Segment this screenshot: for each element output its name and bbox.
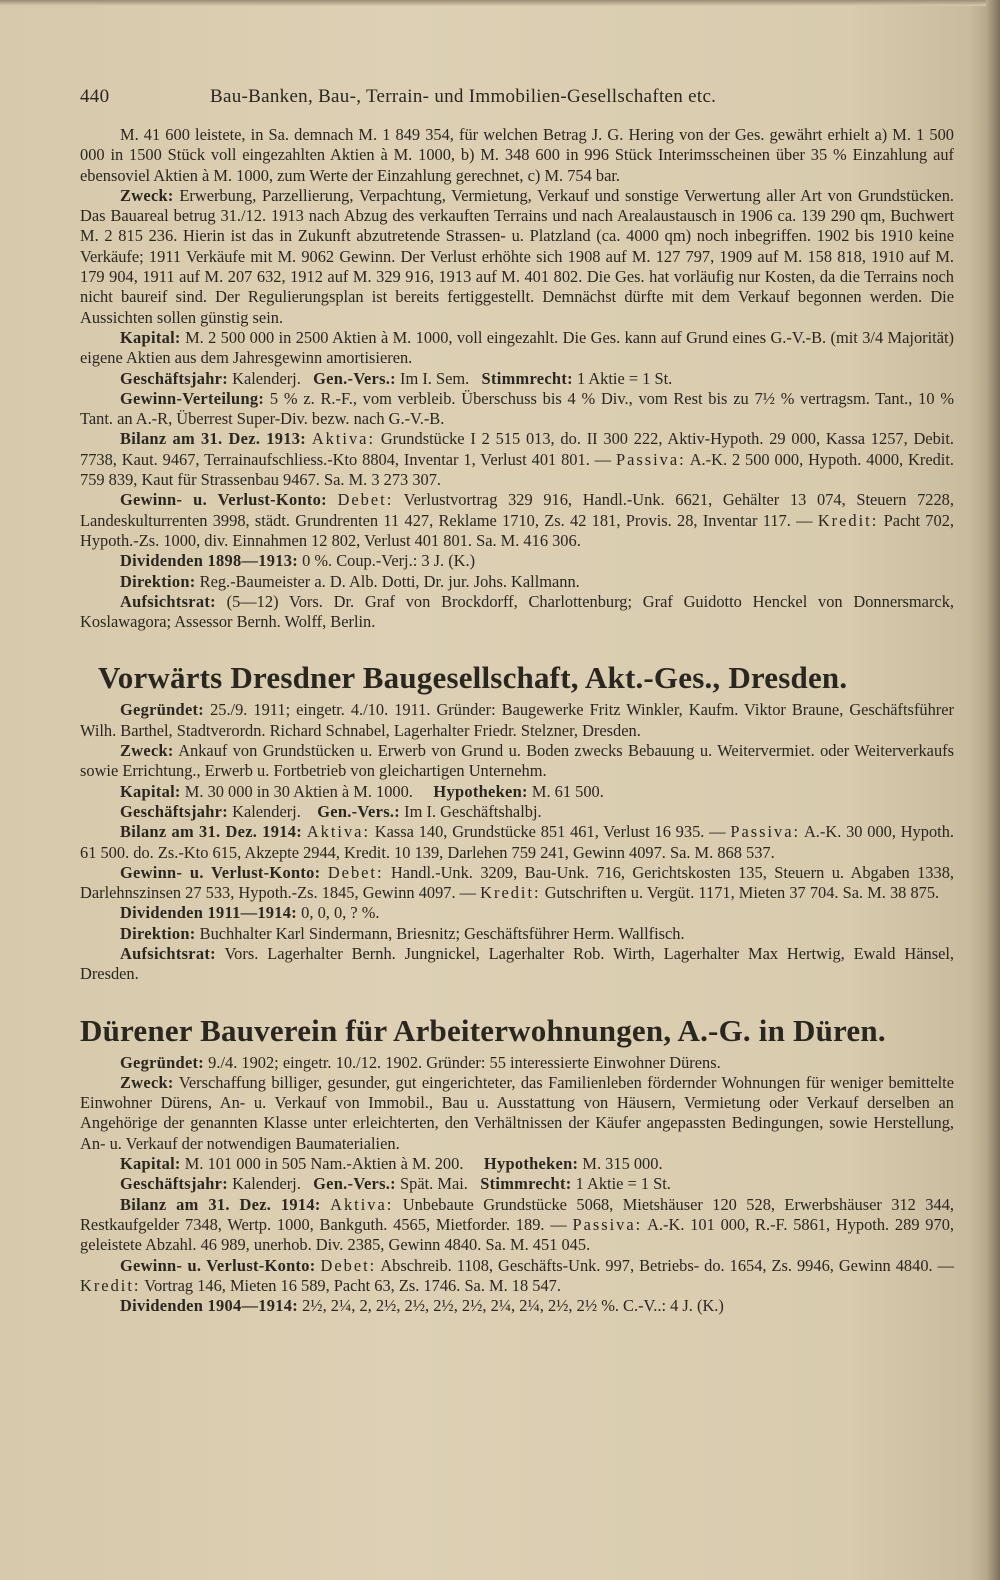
c2-hypotheken-label: Hypotheken:	[433, 781, 528, 801]
c3-dividenden-text: 2½, 2¼, 2, 2½, 2½, 2½, 2½, 2¼, 2¼, 2½, 2½ %. C.-V..: 4 J. (K.)	[302, 1296, 724, 1316]
geschaeftsjahr-text: Kalenderj.	[232, 368, 301, 388]
c2-gegruendet-label: Gegründet:	[120, 700, 205, 720]
paragraph-bilanz	[80, 429, 954, 490]
c2-bilanz-label: Bilanz am 31. Dez. 1914:	[120, 822, 303, 842]
paragraph-intro	[80, 125, 954, 186]
c2-dividenden-label: Dividenden 1911—1914:	[120, 903, 298, 923]
c2-zweck-label: Zweck:	[120, 741, 174, 761]
c3-gegruendet-text: 9./4. 1902; eingetr. 10./12. 1902. Gründer: 55 interessierte Einwohner Dürens.	[208, 1052, 721, 1072]
c3-passiva-text: A.-K. 101 000, R.-F. 5861, Hypoth. 289 970, geleistete Abzahl. 46 989, unerhob. Div. 2385, Gewinn 4840. Sa. M. 451 045.	[80, 1214, 954, 1255]
page-number: 440	[80, 86, 110, 107]
aufsichtsrat-text: (5—12) Vors. Dr. Graf von Brockdorff, Charlottenburg; Graf Guidotto Henckel von Donnersmarck, Koslawagora; Assessor Bernh. Wolff, Berlin.	[80, 591, 954, 632]
c2-aktiva-label: Aktiva:	[306, 822, 370, 842]
c3-debet-label: Debet:	[320, 1255, 377, 1275]
c2-paragraph-kapital	[80, 782, 954, 802]
c2-geschaeftsjahr-label: Geschäftsjahr:	[120, 801, 228, 821]
c2-guv-label: Gewinn- u. Verlust-Konto:	[120, 862, 321, 882]
c2-aufsichtsrat-text: Vors. Lagerhalter Bernh. Jungnickel, Lagerhalter Rob. Wirth, Lagerhalter Max Hertwig, Ewald Hänsel, Dresden.	[80, 943, 954, 984]
paragraph-gewinn-verteilung	[80, 389, 954, 430]
geschaeftsjahr-label: Geschäftsjahr:	[120, 368, 228, 388]
intro-text: M. 41 600 leistete, in Sa. demnach M. 1 849 354, für welchen Betrag J. G. Hering von der Ges. gewährt erhielt a) M. 1 500 000 in 1500 Stück voll eingezahlten Aktien à M. 1000, b) M. 348 600 in 996 Stück Interimsscheinen über 35 % Einzahlung auf ebensoviel Aktien à M. 1000, zum Werte der Einzahlung gerechnet, c) M. 754 bar.	[80, 125, 954, 185]
aufsichtsrat-label: Aufsichtsrat:	[120, 591, 216, 611]
c2-zweck-text: Ankauf von Grundstücken u. Erwerb von Grund u. Boden zwecks Bebauung u. Weitervermiet. oder Weiterverkaufs sowie Errichtung., Erwerb u. Fortbetrieb von gleichartigen Unternehm.	[80, 741, 954, 781]
page-content	[80, 125, 954, 1316]
c2-paragraph-geschaeftsjahr	[80, 802, 954, 822]
c3-geschaeftsjahr-label: Geschäftsjahr:	[120, 1174, 228, 1194]
paragraph-dividenden	[80, 551, 954, 571]
c3-paragraph-zweck	[80, 1073, 954, 1154]
paragraph-zweck	[80, 186, 954, 328]
c2-kapital-label: Kapital:	[120, 781, 181, 801]
c2-direktion-label: Direktion:	[120, 923, 196, 943]
gen-vers-text: Im I. Sem.	[400, 368, 470, 388]
gen-vers-label: Gen.-Vers.:	[313, 368, 396, 388]
c3-bilanz-label: Bilanz am 31. Dez. 1914:	[120, 1194, 321, 1214]
c3-gegruendet-label: Gegründet:	[120, 1052, 205, 1072]
c3-kredit-label: Kredit:	[80, 1275, 141, 1295]
c2-paragraph-gegruendet	[80, 700, 954, 741]
c3-debet-text: Abschreib. 1108, Geschäfts-Unk. 997, Betriebs- do. 1654, Zs. 9946, Gewinn 4840. —	[380, 1255, 954, 1275]
c2-paragraph-dividenden	[80, 903, 954, 923]
c2-paragraph-aufsichtsrat	[80, 944, 954, 985]
c2-aktiva-text: Kassa 140, Grundstücke 851 461, Verlust 16 935. —	[374, 822, 726, 842]
c3-zweck-text: Verschaffung billiger, gesunder, gut eingerichteter, das Familienleben fördernder Wohnungen für weniger bemittelte Einwohner Dürens, An- u. Verkauf von Immobil., Bau u. Ausstattung von Häusern, Vermietung oder Verkauf derselben an Angehörige der genannten Klasse unter erleichterten, den Verhältnissen der Käufer angepassten Bedingungen, sowie Herstellung, An- u. Verkauf der notwendigen Baumaterialien.	[80, 1072, 954, 1153]
c3-paragraph-guv	[80, 1256, 954, 1297]
zweck-label: Zweck:	[120, 185, 174, 205]
direktion-label: Direktion:	[120, 571, 196, 591]
page-binding-edge	[986, 0, 1000, 1580]
c3-zweck-label: Zweck:	[120, 1072, 174, 1092]
c3-kredit-text: Vortrag 146, Mieten 16 589, Pacht 63, Zs. 1746. Sa. M. 18 547.	[144, 1275, 561, 1295]
c3-guv-label: Gewinn- u. Verlust-Konto:	[120, 1255, 316, 1275]
c2-passiva-text: A.-K. 30 000, Hypoth. 61 500. do. Zs.-Kto 615, Akzepte 2944, Kredit. 10 139, Darlehen 759 241, Gewinn 4097. Sa. M. 868 537.	[80, 822, 954, 862]
bilanz-label: Bilanz am 31. Dez. 1913:	[120, 429, 307, 449]
c3-stimmrecht-label: Stimmrecht:	[480, 1174, 572, 1194]
kredit-label: Kredit:	[817, 510, 879, 530]
gewinn-verteilung-label: Gewinn-Verteilung:	[120, 388, 265, 408]
paragraph-guv	[80, 490, 954, 551]
c2-gegruendet-text: 25./9. 1911; eingetr. 4./10. 1911. Gründer: Baugewerke Fritz Winkler, Kaufm. Viktor Braune, Geschäftsführer Wilh. Barthel, Stadtverordn. Richard Schnabel, Lagerhalter Friedr. Stelzner, Dresden.	[80, 700, 954, 740]
debet-label: Debet:	[337, 490, 394, 510]
c2-dividenden-text: 0, 0, 0, ? %.	[301, 903, 380, 923]
aktiva-text: Grundstücke I 2 515 013, do. II 300 222, Aktiv-Hypoth. 29 000, Kassa 1257, Debit. 7738, Kaut. 9467, Terrainaufschliess.-Kto 8804, Inventar 1, Verlust 401 801. —	[80, 429, 954, 469]
c2-paragraph-guv	[80, 863, 954, 904]
page-top-shadow	[0, 0, 1000, 6]
c2-aufsichtsrat-label: Aufsichtsrat:	[120, 943, 216, 963]
c2-paragraph-direktion	[80, 924, 954, 944]
running-title: Bau-Banken, Bau-, Terrain- und Immobilien-Gesellschaften etc.	[210, 86, 717, 107]
company-title-vorwaerts: Vorwärts Dresdner Baugesellschaft, Akt.-Ges., Dresden.	[98, 660, 848, 696]
c2-debet-label: Debet:	[327, 862, 384, 882]
c3-gen-vers-label: Gen.-Vers.:	[313, 1174, 396, 1194]
zweck-text: Erwerbung, Parzellierung, Verpachtung, Vermietung, Verkauf und sonstige Verwertung aller Art von Grundstücken. Das Bauareal betrug 31./12. 1913 nach Abzug des verkauften Terrains und nach Arealaustausch in 1906 ca. 139 290 qm, Buchwert M. 2 815 236. Hierin ist das in Zukunft abzutretende Strassen- u. Platzland (ca. 4000 qm) noch inbegriffen. 1902 bis 1910 keine Verkäufe; 1911 Verkäufe mit M. 9062 Gewinn. Der Verlust erhöhte sich 1908 auf M. 127 797, 1909 auf M. 158 818, 1910 auf M. 179 904, 1911 auf M. 207 632, 1912 auf M. 329 916, 1913 auf M. 401 802. Die Ges. hat vorläufig nur Kosten, da die Terrains noch nicht baureif sind. Der Regulierungsplan ist bereits fertiggestellt. Demnächst dürfte mit dem Verkauf begonnen werden. Die Aussichten sollen günstig sein.	[80, 185, 954, 327]
aktiva-label: Aktiva:	[311, 429, 376, 449]
kredit-text: Pacht 702, Hypoth.-Zs. 1000, div. Einnahmen 12 802, Verlust 401 801. Sa. M. 416 306.	[80, 510, 954, 550]
c3-paragraph-dividenden	[80, 1296, 954, 1316]
c2-gen-vers-text: Im I. Geschäftshalbj.	[404, 801, 542, 821]
c2-kapital-text: M. 30 000 in 30 Aktien à M. 1000.	[184, 781, 413, 801]
c2-debet-text: Handl.-Unk. 3209, Bau-Unk. 716, Gerichtskosten 135, Steuern u. Abgaben 1338, Darlehnszinsen 27 533, Hypoth.-Zs. 1845, Gewinn 4097. —	[80, 862, 954, 903]
c3-kapital-text: M. 101 000 in 505 Nam.-Aktien à M. 200.	[184, 1154, 464, 1174]
c3-kapital-label: Kapital:	[120, 1154, 181, 1174]
company-title-duerener: Dürener Bauverein für Arbeiterwohnungen, A.-G. in Düren.	[80, 1012, 886, 1048]
c2-paragraph-zweck	[80, 741, 954, 782]
c2-hypotheken-text: M. 61 500.	[531, 781, 604, 801]
kapital-text: M. 2 500 000 in 2500 Aktien à M. 1000, voll eingezahlt. Die Ges. kann auf Grund eines G.-V.-B. (mit 3/4 Majorität) eigene Aktien aus dem Jahresgewinn amortisieren.	[80, 327, 954, 368]
kapital-label: Kapital:	[120, 327, 181, 347]
c3-dividenden-label: Dividenden 1904—1914:	[120, 1296, 298, 1316]
guv-label: Gewinn- u. Verlust-Konto:	[120, 490, 327, 510]
c3-passiva-label: Passiva:	[572, 1214, 643, 1234]
c3-stimmrecht-text: 1 Aktie = 1 St.	[575, 1174, 671, 1194]
paragraph-kapital	[80, 328, 954, 369]
c2-passiva-label: Passiva:	[730, 822, 801, 842]
c3-hypotheken-label: Hypotheken:	[483, 1154, 579, 1174]
c3-hypotheken-text: M. 315 000.	[582, 1154, 663, 1174]
running-header	[80, 86, 960, 108]
c3-aktiva-text: Unbebaute Grundstücke 5068, Mietshäuser 120 528, Erwerbshäuser 312 344, Restkaufgelder 7348, Wertp. 1000, Bankguth. 4565, Mietforder. 189. —	[80, 1194, 954, 1234]
c3-paragraph-geschaeftsjahr	[80, 1174, 954, 1194]
debet-text: Verlustvortrag 329 916, Handl.-Unk. 6621, Gehälter 13 074, Steuern 7228, Landeskulturrenten 3998, städt. Grundrenten 11 427, Reklame 1710, Zs. 42 181, Provis. 28, Inventar 117. —	[80, 490, 954, 530]
dividenden-label: Dividenden 1898—1913:	[120, 551, 298, 571]
c2-kredit-text: Gutschriften u. Vergüt. 1171, Mieten 37 704. Sa. M. 38 875.	[544, 883, 940, 903]
c3-paragraph-kapital	[80, 1154, 954, 1174]
paragraph-direktion	[80, 572, 954, 592]
paragraph-aufsichtsrat	[80, 592, 954, 633]
stimmrecht-text: 1 Aktie = 1 St.	[576, 368, 673, 388]
paragraph-geschaeftsjahr	[80, 369, 954, 389]
c3-aktiva-label: Aktiva:	[330, 1194, 394, 1214]
gewinn-verteilung-text: 5 % z. R.-F., vom verbleib. Überschuss bis 4 % Div., vom Rest bis zu 7½ % vertragsm. Tant., 10 % Tant. an A.-R, Überrest Super-Div. bezw. nach G.-V.-B.	[80, 388, 954, 429]
c3-geschaeftsjahr-text: Kalenderj.	[232, 1174, 301, 1194]
c3-paragraph-gegruendet	[80, 1053, 954, 1073]
dividenden-text: 0 %. Coup.-Verj.: 3 J. (K.)	[302, 551, 476, 571]
passiva-label: Passiva:	[615, 449, 686, 469]
c3-paragraph-bilanz	[80, 1195, 954, 1256]
passiva-text: A.-K. 2 500 000, Hypoth. 4000, Kredit. 759 839, Kaut für Strassenbau 9467. Sa. M. 3 273 307.	[80, 449, 954, 490]
direktion-text: Reg.-Baumeister a. D. Alb. Dotti, Dr. jur. Johs. Kallmann.	[199, 571, 580, 591]
c2-gen-vers-label: Gen.-Vers.:	[317, 801, 401, 821]
c2-geschaeftsjahr-text: Kalenderj.	[232, 801, 301, 821]
c3-gen-vers-text: Spät. Mai.	[400, 1174, 468, 1194]
c2-paragraph-bilanz	[80, 822, 954, 863]
stimmrecht-label: Stimmrecht:	[481, 368, 573, 388]
c2-kredit-label: Kredit:	[480, 883, 541, 903]
c2-direktion-text: Buchhalter Karl Sindermann, Briesnitz; Geschäftsführer Herm. Wallfisch.	[199, 923, 685, 943]
